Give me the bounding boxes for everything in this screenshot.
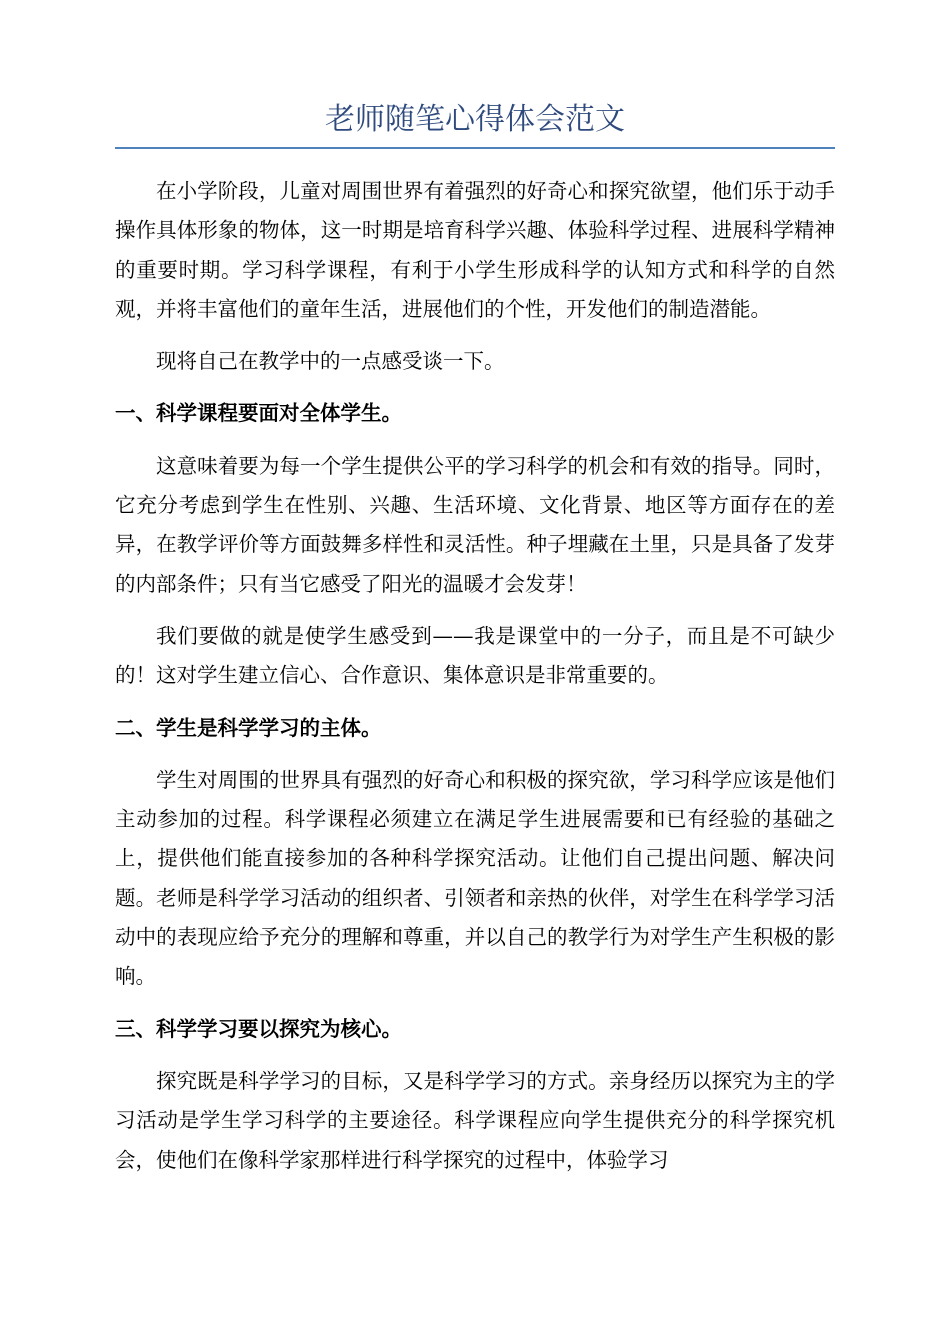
paragraph-section-2: 学生对周围的世界具有强烈的好奇心和积极的探究欲，学习科学应该是他们主动参加的过程。科学课程必须建立在满足学生进展需要和已有经验的基础之上，提供他们能直接参加的各种科学探究活动。让他们自己提出问题、解决问题。老师是科学学习活动的组织者、引领者和亲热的伙伴，对学生在科学学习活动中的表现应给予充分的理解和尊重，并以自己的教学行为对学生产生积极的影响。: [115, 767, 835, 989]
paragraph-intro: 在小学阶段，儿童对周围世界有着强烈的好奇心和探究欲望，他们乐于动手操作具体形象的物体，这一时期是培育科学兴趣、体验科学过程、进展科学精神的重要时期。学习科学课程，有利于小学生形成科学的认知方式和科学的自然观，并将丰富他们的童年生活，进展他们的个性，开发他们的制造潜能。: [115, 179, 835, 321]
section-heading-3: 三、科学学习要以探究为核心。: [115, 1016, 402, 1041]
section-heading-2: 二、学生是科学学习的主体。: [115, 715, 382, 740]
title-underline: [115, 147, 835, 149]
paragraph-section-3: 探究既是科学学习的目标，又是科学学习的方式。亲身经历以探究为主的学习活动是学生学习科学的主要途径。科学课程应向学生提供充分的科学探究机会，使他们在像科学家那样进行科学探究的过程中，体验学习: [115, 1068, 835, 1172]
paragraph-gap: [115, 1049, 835, 1062]
paragraph-gap: [115, 329, 835, 342]
document-page: [115, 95, 835, 1180]
paragraph-gap: [115, 696, 835, 709]
paragraph-gap: [115, 997, 835, 1010]
paragraph-section-1b: 我们要做的就是使学生感受到——我是课堂中的一分子，而且是不可缺少的！这对学生建立信心、合作意识、集体意识是非常重要的。: [115, 623, 835, 688]
paragraph-gap: [115, 381, 835, 394]
paragraph-gap: [115, 604, 835, 617]
paragraph-lead-in: 现将自己在教学中的一点感受谈一下。: [156, 349, 505, 374]
paragraph-gap: [115, 748, 835, 761]
paragraph-section-1a: 这意味着要为每一个学生提供公平的学习科学的机会和有效的指导。同时，它充分考虑到学生在性别、兴趣、生活环境、文化背景、地区等方面存在的差异，在教学评价等方面鼓舞多样性和灵活性。种子埋藏在土里，只是具备了发芽的内部条件；只有当它感受了阳光的温暖才会发芽！: [115, 453, 835, 596]
paragraph-gap: [115, 434, 835, 447]
document-title: 老师随笔心得体会范文: [325, 102, 625, 137]
section-heading-1: 一、科学课程要面对全体学生。: [115, 401, 402, 426]
